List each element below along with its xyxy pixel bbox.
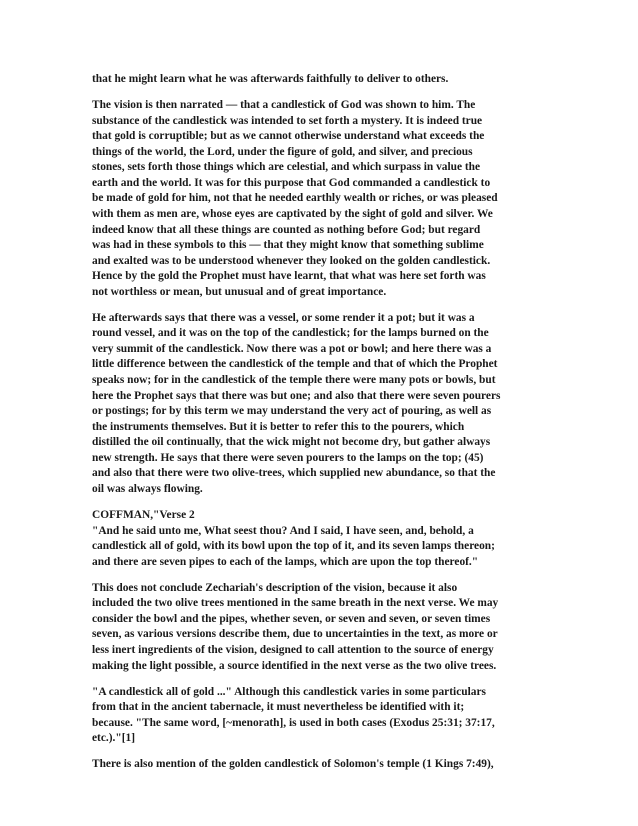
text-line: and there are seven pipes to each of the lamps, which are upon the top thereof." [92,555,479,568]
text-line: little difference between the candlestick of the temple and that of which the Prophet [92,358,498,371]
text-line: COFFMAN,"Verse 2 [92,509,195,521]
paragraph-solomon-temple [92,757,552,773]
paragraph-continuation [92,72,552,88]
text-line: Hence by the gold the Prophet must have learnt, that what was here set forth was [92,270,486,283]
document-page [92,72,552,784]
text-line: He afterwards says that there was a vessel, or some render it a pot; but it was a [92,311,475,324]
text-line: because. "The same word, [~menorath], is used in both cases (Exodus 25:31; 37:17, [92,716,495,729]
text-line: less inert ingredients of the vision, designed to call attention to the source of energy [92,643,494,656]
paragraph-vision-narrated [92,98,552,300]
paragraph-candlestick-gold [92,685,552,747]
text-line: The vision is then narrated — that a candlestick of God was shown to him. The [92,99,476,112]
text-line: substance of the candlestick was intended to set forth a mystery. It is indeed true [92,114,483,127]
text-line: stones, sets forth those things which are celestial, and which surpass in value the [92,161,481,174]
text-line: and also that there were two olive-trees, which supplied new abundance, so that the [92,467,496,480]
paragraph-zechariah-description [92,581,552,674]
text-line: oil was always flowing. [92,482,203,495]
text-line: This does not conclude Zechariah's description of the vision, because it also [92,581,458,594]
text-line: candlestick all of gold, with its bowl upon the top of it, and its seven lamps thereon; [92,540,495,553]
text-line: or postings; for by this term we may understand the very act of pouring, as well as [92,405,492,418]
text-line: things of the world, the Lord, under the figure of gold, and silver, and precious [92,145,473,158]
text-line: was had in these symbols to this — that they might know that something sublime [92,239,484,252]
text-line: included the two olive trees mentioned in the same breath in the next verse. We may [92,597,499,610]
paragraph-vessel [92,311,552,498]
text-line: distilled the oil continually, that the wick might not become dry, but gather always [92,436,491,449]
text-line: that he might learn what he was afterwards faithfully to deliver to others. [92,73,449,85]
text-line: with them as men are, whose eyes are captivated by the sight of gold and silver. We [92,207,493,220]
text-line: etc.)."[1] [92,732,135,745]
text-line: "A candlestick all of gold ..." Although this candlestick varies in some particulars [92,685,486,698]
text-line: round vessel, and it was on the top of the candlestick; for the lamps burned on the [92,327,489,340]
text-line: from that in the ancient tabernacle, it must nevertheless be identified with it; [92,701,465,714]
text-line: here the Prophet says that there was but one; and also that there were seven pourers [92,389,501,402]
text-line: There is also mention of the golden candlestick of Solomon's temple (1 Kings 7:49), [92,758,494,771]
text-line: that gold is corruptible; but as we cannot otherwise understand what exceeds the [92,130,485,143]
text-line: not worthless or mean, but unusual and of great importance. [92,285,387,298]
paragraph-coffman-verse [92,508,552,570]
text-line: be made of gold for him, not that he needed earthly wealth or riches, or was pleased [92,192,498,205]
text-line: "And he said unto me, What seest thou? And I said, I have seen, and, behold, a [92,524,474,537]
text-line: making the light possible, a source identified in the next verse as the two olive trees. [92,659,497,672]
text-line: the instruments themselves. But it is better to refer this to the pourers, which [92,420,465,433]
text-line: very summit of the candlestick. Now there was a pot or bowl; and here there was a [92,342,492,355]
text-line: and exalted was to be understood whenever they looked on the golden candlestick. [92,254,491,267]
text-line: speaks now; for in the candlestick of the temple there were many pots or bowls, but [92,374,496,387]
text-line: consider the bowl and the pipes, whether seven, or seven and seven, or seven times [92,612,491,625]
text-line: earth and the world. It was for this purpose that God commanded a candlestick to [92,176,491,189]
text-line: indeed know that all these things are counted as nothing before God; but regard [92,223,481,236]
text-line: new strength. He says that there were seven pourers to the lamps on the top; (45) [92,451,484,464]
text-line: seven, as various versions describe them, due to uncertainties in the text, as more or [92,628,498,641]
